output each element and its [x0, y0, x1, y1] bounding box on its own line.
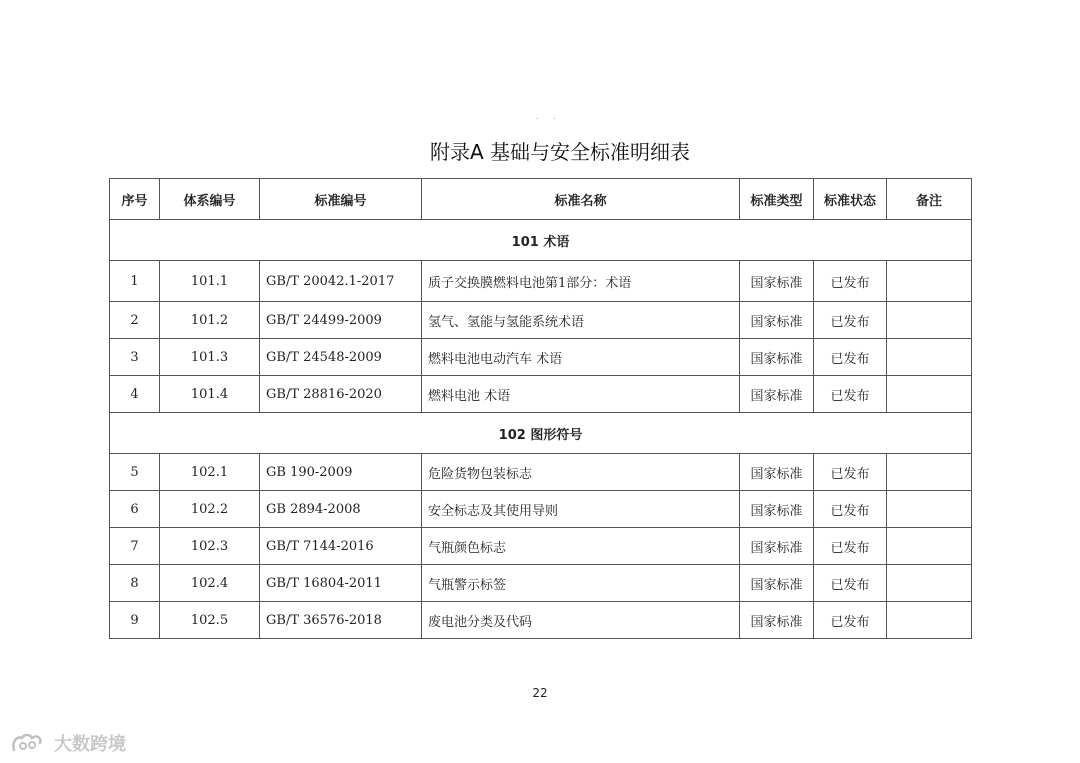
cell-standard-type: 国家标准 [740, 602, 814, 639]
header-standard-name: 标准名称 [422, 179, 740, 220]
category-row [110, 413, 972, 454]
cell-seq: 2 [110, 302, 160, 339]
cell-seq: 4 [110, 376, 160, 413]
decorative-dots: . . [536, 112, 562, 121]
cell-note [887, 376, 972, 413]
cell-seq: 1 [110, 261, 160, 302]
cell-standard-status: 已发布 [814, 302, 887, 339]
cell-seq: 9 [110, 602, 160, 639]
cell-note [887, 602, 972, 639]
cell-standard-status: 已发布 [814, 454, 887, 491]
cell-seq: 6 [110, 491, 160, 528]
cell-standard-code: GB 2894-2008 [260, 491, 422, 528]
header-seq: 序号 [110, 179, 160, 220]
category-label: 102 图形符号 [110, 413, 972, 454]
cell-system-code: 102.2 [160, 491, 260, 528]
cell-system-code: 102.1 [160, 454, 260, 491]
table-row [110, 261, 972, 302]
table-row [110, 491, 972, 528]
cell-standard-name: 燃料电池电动汽车 术语 [422, 339, 740, 376]
cell-standard-type: 国家标准 [740, 302, 814, 339]
cell-standard-code: GB 190-2009 [260, 454, 422, 491]
cell-standard-type: 国家标准 [740, 376, 814, 413]
cell-standard-status: 已发布 [814, 376, 887, 413]
header-standard-code: 标准编号 [260, 179, 422, 220]
cell-standard-status: 已发布 [814, 339, 887, 376]
cell-system-code: 101.1 [160, 261, 260, 302]
cell-standard-code: GB/T 36576-2018 [260, 602, 422, 639]
cell-standard-name: 气瓶颜色标志 [422, 528, 740, 565]
cell-note [887, 491, 972, 528]
cell-standard-status: 已发布 [814, 565, 887, 602]
page-number: 22 [532, 686, 548, 700]
cell-note [887, 261, 972, 302]
table-row [110, 565, 972, 602]
cell-standard-name: 燃料电池 术语 [422, 376, 740, 413]
cell-standard-code: GB/T 7144-2016 [260, 528, 422, 565]
table-row [110, 302, 972, 339]
cell-standard-code: GB/T 16804-2011 [260, 565, 422, 602]
cell-standard-type: 国家标准 [740, 454, 814, 491]
page-title: 附录A 基础与安全标准明细表 [429, 140, 691, 164]
cell-standard-name: 氢气、氢能与氢能系统术语 [422, 302, 740, 339]
cell-standard-type: 国家标准 [740, 565, 814, 602]
watermark [10, 730, 126, 756]
cell-standard-name: 废电池分类及代码 [422, 602, 740, 639]
table-row [110, 528, 972, 565]
cell-standard-status: 已发布 [814, 491, 887, 528]
cell-system-code: 101.3 [160, 339, 260, 376]
cell-system-code: 101.2 [160, 302, 260, 339]
cell-system-code: 102.4 [160, 565, 260, 602]
cell-standard-type: 国家标准 [740, 261, 814, 302]
cell-seq: 3 [110, 339, 160, 376]
cell-standard-name: 气瓶警示标签 [422, 565, 740, 602]
cell-standard-status: 已发布 [814, 602, 887, 639]
watermark-text: 大数跨境 [54, 734, 126, 755]
header-standard-status: 标准状态 [814, 179, 887, 220]
cell-standard-code: GB/T 24548-2009 [260, 339, 422, 376]
cell-seq: 8 [110, 565, 160, 602]
cell-standard-code: GB/T 28816-2020 [260, 376, 422, 413]
cell-standard-name: 安全标志及其使用导则 [422, 491, 740, 528]
cell-standard-code: GB/T 24499-2009 [260, 302, 422, 339]
table-row [110, 339, 972, 376]
cell-system-code: 102.3 [160, 528, 260, 565]
cell-note [887, 302, 972, 339]
table-row [110, 376, 972, 413]
cell-note [887, 565, 972, 602]
cell-seq: 5 [110, 454, 160, 491]
category-row [110, 220, 972, 261]
cell-system-code: 101.4 [160, 376, 260, 413]
cell-standard-code: GB/T 20042.1-2017 [260, 261, 422, 302]
cell-standard-name: 危险货物包装标志 [422, 454, 740, 491]
table-header-row [110, 179, 972, 220]
cell-standard-type: 国家标准 [740, 491, 814, 528]
cell-standard-status: 已发布 [814, 528, 887, 565]
cell-note [887, 339, 972, 376]
cell-seq: 7 [110, 528, 160, 565]
header-system-code: 体系编号 [160, 179, 260, 220]
header-note: 备注 [887, 179, 972, 220]
cell-note [887, 528, 972, 565]
cell-standard-type: 国家标准 [740, 339, 814, 376]
table-row [110, 602, 972, 639]
cell-note [887, 454, 972, 491]
table-row [110, 454, 972, 491]
header-standard-type: 标准类型 [740, 179, 814, 220]
cell-standard-status: 已发布 [814, 261, 887, 302]
cell-standard-type: 国家标准 [740, 528, 814, 565]
cell-system-code: 102.5 [160, 602, 260, 639]
cell-standard-name: 质子交换膜燃料电池第1部分：术语 [422, 261, 740, 302]
standards-table [109, 178, 972, 639]
watermark-logo-icon [10, 732, 50, 754]
category-label: 101 术语 [110, 220, 972, 261]
